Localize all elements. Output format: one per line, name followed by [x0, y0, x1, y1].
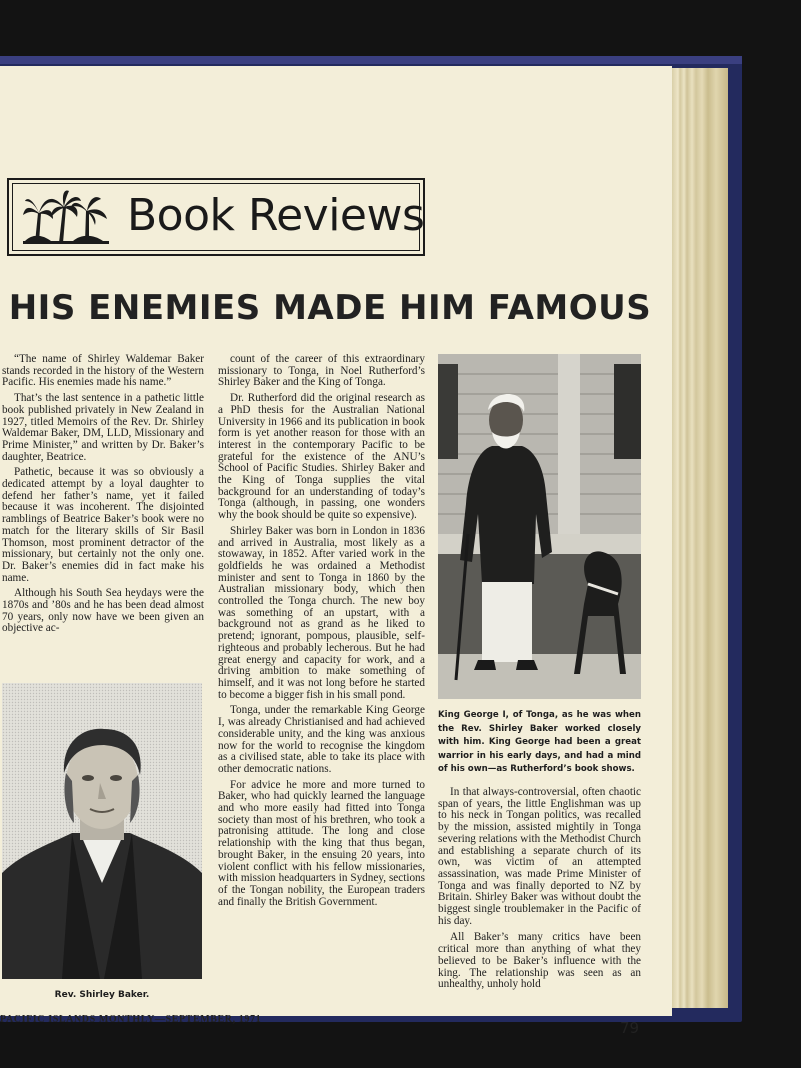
- paragraph: Shirley Baker was born in London in 1836 and arrived in Australia, most likely as a stowaway, in 1852. After varied work in the goldfields he was ordained a Methodist minister and sent to Tonga in 1860 by the Australian missionary body, which then controlled the Tonga church. The new boy was something of an upstart, with a background not as grand as he liked to pretend; ignorant, pompous, plausible, self-righteous and probably lecherous. But he had great energy and capacity for work, and a driving ambition to make something of himself, and it was not long before he started to become a bigger fish in his small pond.: [218, 524, 425, 701]
- binding-edge: [0, 56, 742, 64]
- photo-caption-king: King George I, of Tonga, as he was when the Rev. Shirley Baker worked closely with him. King George had been a great warrior in his early days, and had a mind of his own—as Rutherford’s book shows.: [438, 710, 641, 775]
- paragraph: Dr. Rutherford did the original research as a PhD thesis for the Australian National University in 1966 and its publication in book form is yet another reason for those with an interest in the contemporary Pacific to be grateful for the existence of the ANU’s School of Pacific Studies. Shirley Baker and the King of Tonga supplies the vital background for an understanding of today’s Tonga (although, in passing, one wonders why the book should be quite so expensive).: [218, 392, 425, 522]
- article-headline: HIS ENEMIES MADE HIM FAMOUS: [8, 288, 652, 328]
- paragraph: Pathetic, because it was so obviously a dedicated attempt by a loyal daughter to defend her father’s name, yet it failed because it was incoherent. The disjointed ramblings of Beatrice Baker’s book were no match for the literary skills of Sir Basil Thomson, most prominent detractor of the missionary, but certainly not the only one. Dr. Baker’s enemies did in fact make his name.: [2, 466, 204, 584]
- photo-caption-baker: Rev. Shirley Baker.: [54, 990, 150, 1000]
- article-column-3: [438, 787, 641, 996]
- page-number: 79: [620, 1019, 640, 1037]
- article-column-1: [2, 354, 204, 639]
- magazine-page: [0, 66, 672, 1037]
- paragraph: In that always-controversial, often chaotic span of years, the little Englishman was up to his neck in Tongan politics, was recalled by the mission, assisted mightily in Tonga severing relations with the Methodist Church and establishing a separate church of its own, was victim of an attempted assassination, was made Prime Minister of Tonga and was finally deported to NZ by Britain. Shirley Baker was without doubt the biggest single troublemaker in the Pacific of his day.: [438, 786, 641, 927]
- paragraph: That’s the last sentence in a pathetic little book published privately in New Zealand in 1927, titled Memoirs of the Rev. Dr. Shirley Waldemar Baker, DM, LLD, Missionary and Prime Minister,” and written by Dr. Baker’s daughter, Beatrice.: [2, 392, 204, 463]
- page-footer: PACIFIC ISLANDS MONTHLY—SEPTEMBER, 1971: [0, 1014, 262, 1025]
- paragraph: All Baker’s many critics have been critical more than anything of what they believed to be Baker’s influence with the king. The relationship was seen as an unhealthy, unholy hold: [438, 931, 641, 991]
- section-header: [7, 178, 425, 256]
- section-title: Book Reviews: [127, 190, 425, 241]
- paragraph: Although his South Sea heydays were the 1870s and ’80s and he has been dead almost 70 years, only now have we been given an objective ac-: [2, 587, 204, 635]
- photo-king-george-i: [438, 354, 641, 699]
- paragraph: For advice he more and more turned to Baker, who had quickly learned the language and who more easily had fitted into Tonga society than most of his brethren, who took a patronising attitude. The long and close relationship with the king that thus began, brought Baker, in the ensuing 20 years, into violent conflict with his fellow missionaries, with mission headquarters in Sydney, sections of the Tongan nobility, the European traders and finally the British Government.: [218, 778, 425, 908]
- article-column-2: [218, 354, 425, 912]
- photo-rev-shirley-baker: [2, 683, 202, 979]
- palm-trees-icon: [23, 187, 109, 245]
- paragraph: “The name of Shirley Waldemar Baker stands recorded in the history of the Western Pacific. His enemies made his name.”: [2, 353, 204, 389]
- paragraph: Tonga, under the remarkable King George I, was already Christianised and had achieved considerable unity, and the king was anxious now for the world to recognise the kingdom as a civilised state, able to take its place with other democratic nations.: [218, 704, 425, 775]
- page-stack-edges: [672, 68, 728, 1008]
- paragraph: count of the career of this extraordinary missionary to Tonga, in Noel Rutherford’s Shirley Baker and the King of Tonga.: [218, 353, 425, 389]
